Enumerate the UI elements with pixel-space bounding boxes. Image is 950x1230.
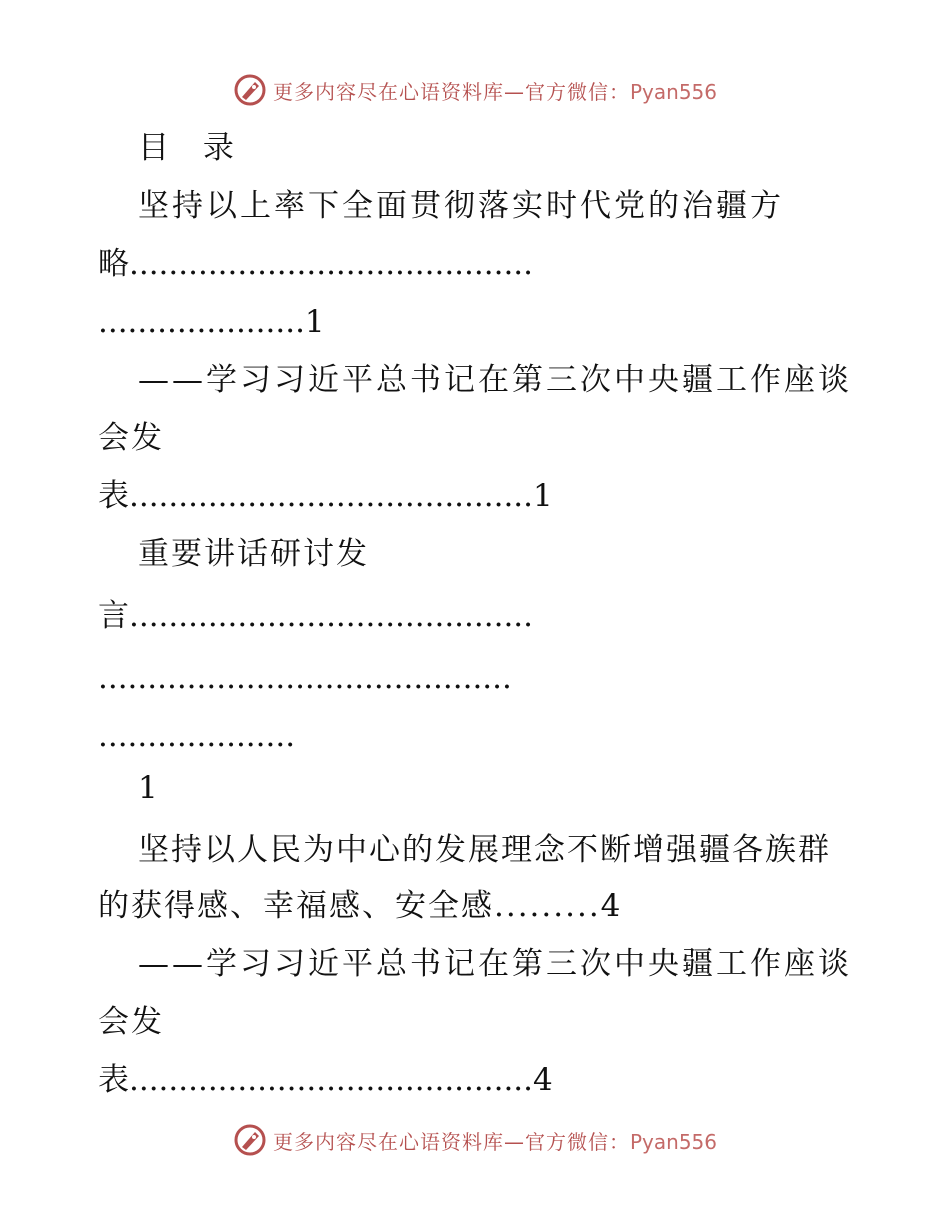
toc-entry-4-title-cont: 的获得感、幸福感、安全感.........4 bbox=[98, 888, 623, 924]
toc-entry-2-subtitle: ——学习习近平总书记在第三次中央疆工作座谈 bbox=[138, 362, 852, 398]
toc-entry-2-subtitle-cont: 会发 bbox=[98, 420, 164, 456]
toc-entry-5-subtitle: ——学习习近平总书记在第三次中央疆工作座谈 bbox=[138, 946, 852, 982]
wechat-id: Pyan556 bbox=[629, 79, 717, 104]
toc-entry-3-page: 1 bbox=[138, 770, 160, 806]
pen-nib-icon bbox=[233, 73, 267, 107]
toc-entry-3-title: 重要讲话研讨发 bbox=[138, 536, 369, 572]
toc-entry-3-leader-cont: .......................................... bbox=[98, 660, 512, 696]
toc-entry-5-subtitle-cont: 会发 bbox=[98, 1004, 164, 1040]
footer-banner-text: 更多内容尽在心语资料库—官方微信：Pyan556 bbox=[272, 1129, 717, 1154]
toc-entry-3-leader: 言......................................... bbox=[98, 598, 534, 634]
toc-entry-1-leader: 略......................................... bbox=[98, 246, 534, 282]
toc-entry-5-page: 表.........................................4 bbox=[98, 1062, 553, 1098]
toc-entry-4-title: 坚持以人民为中心的发展理念不断增强疆各族群 bbox=[138, 832, 831, 868]
toc-heading: 目 录 bbox=[138, 130, 246, 166]
pen-nib-icon bbox=[233, 1123, 267, 1157]
header-banner-text: 更多内容尽在心语资料库—官方微信：Pyan556 bbox=[272, 79, 717, 104]
header-banner bbox=[0, 70, 950, 110]
wechat-id: Pyan556 bbox=[629, 1129, 717, 1154]
toc-entry-1-title: 坚持以上率下全面贯彻落实时代党的治疆方 bbox=[138, 188, 784, 224]
toc-entry-2-page: 表.........................................1 bbox=[98, 478, 553, 514]
footer-banner bbox=[0, 1120, 950, 1160]
toc-entry-3-leader-end: .................... bbox=[98, 718, 296, 754]
toc-entry-1-page: .....................1 bbox=[98, 304, 325, 340]
